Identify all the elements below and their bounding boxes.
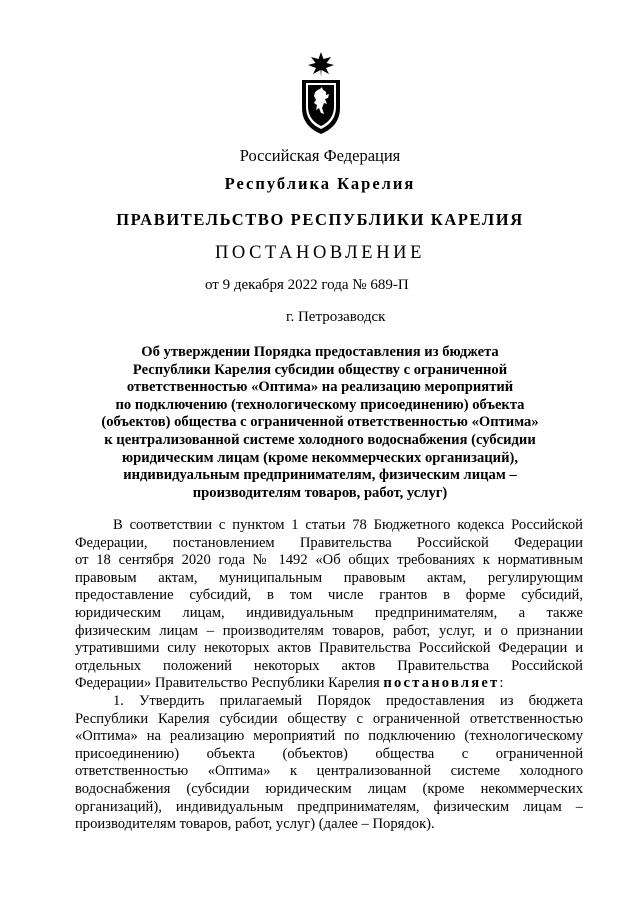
title-line: производителям товаров, работ, услуг) — [192, 484, 448, 501]
body-line: производителям товаров, работ, услуг) (далее – Порядок). — [75, 816, 435, 833]
body-line: правовым актам, муниципальным правовым актам, регулирующим — [75, 569, 583, 586]
title-line: (объектов) общества с ограниченной ответственностью «Оптима» — [101, 414, 539, 431]
title-line: Республики Карелия субсидии обществу с ограниченной — [132, 361, 508, 378]
title-line: ответственностью «Оптима» на реализацию мероприятий — [126, 379, 514, 396]
colon: : — [499, 675, 504, 692]
body-line: от 18 сентября 2020 года № 1492 «Об общих требованиях к нормативным — [75, 552, 583, 569]
body-line: юридическим лицам, индивидуальным предпринимателям, а также — [75, 604, 583, 621]
document-title — [72, 344, 568, 502]
body-line: «Оптима» на реализацию мероприятий по подключению (технологическому — [75, 728, 583, 745]
preamble-paragraph — [75, 517, 583, 693]
body-line-final — [75, 675, 583, 693]
coat-of-arms-emblem — [298, 50, 344, 136]
title-line: к централизованной системе холодного водоснабжения (субсидии — [104, 431, 536, 448]
body-line: ответственностью «Оптима» к централизованной системе холодного — [75, 763, 583, 780]
title-line: юридическим лицам (кроме некоммерческих организаций), — [121, 449, 518, 466]
body-line: присоединению) объекта (объектов) общества с ограниченной — [75, 745, 583, 762]
body-line: утратившими силу некоторых актов Правительства Российской Федерации и — [75, 640, 583, 657]
body-line: предоставление субсидий, в том числе грантов в форме субсидий, — [75, 587, 583, 604]
republic-name: Республика Карелия — [224, 174, 416, 193]
body-line: организаций), индивидуальным предпринимателям, физическим лицам – — [75, 798, 583, 815]
title-line: индивидуальным предпринимателям, физическим лицам – — [123, 467, 517, 484]
resolution-word: постановляет — [383, 675, 500, 692]
document-type: ПОСТАНОВЛЕНИЕ — [214, 243, 426, 263]
body-line: отдельных положений некоторых актов Правительства Российской — [75, 657, 583, 674]
preamble-closing-text: Федерации» Правительство Республики Карелия — [75, 675, 384, 692]
document-body — [75, 517, 583, 834]
body-line: Федерации, постановлением Правительства Российской Федерации — [75, 534, 583, 551]
city-line: г. Петрозаводск — [286, 309, 386, 325]
item-1-paragraph — [75, 693, 583, 834]
body-line: физическим лицам – производителям товаров, работ, услуг, и о признании — [75, 622, 583, 639]
body-line: 1. Утвердить прилагаемый Порядок предоставления из бюджета — [113, 692, 583, 709]
body-line: водоснабжения (субсидии юридическим лицам (кроме некоммерческих — [75, 780, 583, 797]
date-line: от 9 декабря 2022 года № 689-П — [205, 277, 409, 293]
body-line: В соответствии с пунктом 1 статьи 78 Бюджетного кодекса Российской — [113, 517, 583, 533]
body-line: Республики Карелия субсидии обществу с ограниченной ответственностью — [75, 710, 583, 727]
government-name: ПРАВИТЕЛЬСТВО РЕСПУБЛИКИ КАРЕЛИЯ — [116, 210, 524, 229]
title-line: Об утверждении Порядка предоставления из бюджета — [141, 344, 499, 360]
title-line: по подключению (технологическому присоединению) объекта — [115, 396, 525, 413]
country-name: Российская Федерация — [239, 146, 401, 165]
